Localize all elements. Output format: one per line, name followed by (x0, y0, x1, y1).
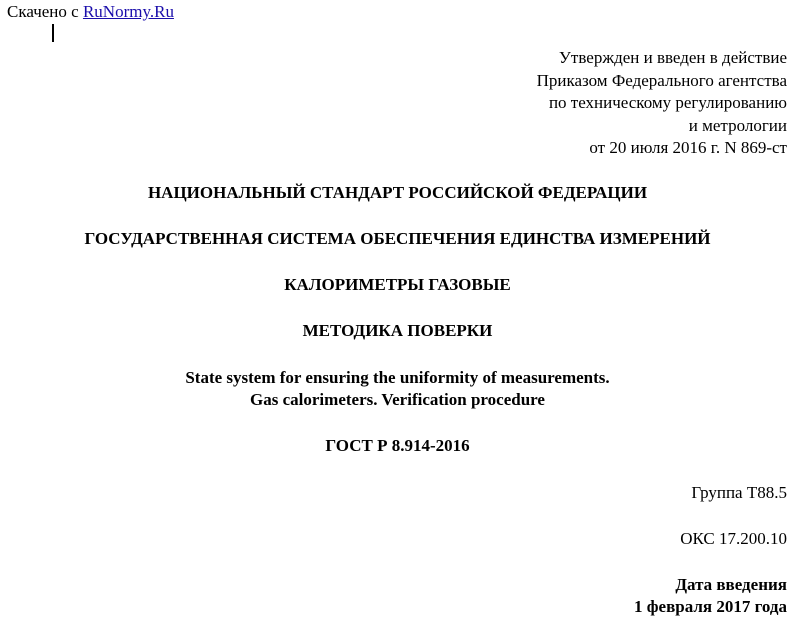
english-title-line-2: Gas calorimeters. Verification procedure (250, 390, 545, 409)
state-system-heading: ГОСУДАРСТВЕННАЯ СИСТЕМА ОБЕСПЕЧЕНИЯ ЕДИНСТВА ИЗМЕРЕНИЙ (84, 229, 711, 248)
approval-line-3: по техническому регулированию (548, 93, 787, 112)
document-subtitle: МЕТОДИКА ПОВЕРКИ (302, 321, 493, 340)
approval-line-1: Утвержден и введен в действие (558, 48, 787, 67)
introduction-label: Дата введения (675, 575, 787, 594)
runormy-link[interactable]: RuNormy.Ru (82, 2, 174, 21)
approval-line-2: Приказом Федерального агентства (536, 70, 787, 90)
source-prefix: Скачено с (7, 2, 83, 21)
approval-line-5: от 20 июля 2016 г. N 869-ст (589, 138, 787, 157)
gost-number: ГОСТ Р 8.914-2016 (325, 436, 470, 455)
introduction-date: 1 февраля 2017 года (634, 597, 787, 616)
approval-line-4: и метрологии (688, 115, 787, 135)
classification-group: Группа Т88.5 (691, 483, 787, 502)
approval-block (537, 47, 787, 160)
english-title-line-1: State system for ensuring the uniformity of measurements. (185, 368, 610, 387)
source-line (7, 2, 174, 22)
oks-code: ОКС 17.200.10 (680, 529, 787, 548)
text-cursor (52, 24, 54, 42)
national-standard-heading: НАЦИОНАЛЬНЫЙ СТАНДАРТ РОССИЙСКОЙ ФЕДЕРАЦИИ (147, 183, 648, 202)
document-title: КАЛОРИМЕТРЫ ГАЗОВЫЕ (284, 275, 511, 294)
